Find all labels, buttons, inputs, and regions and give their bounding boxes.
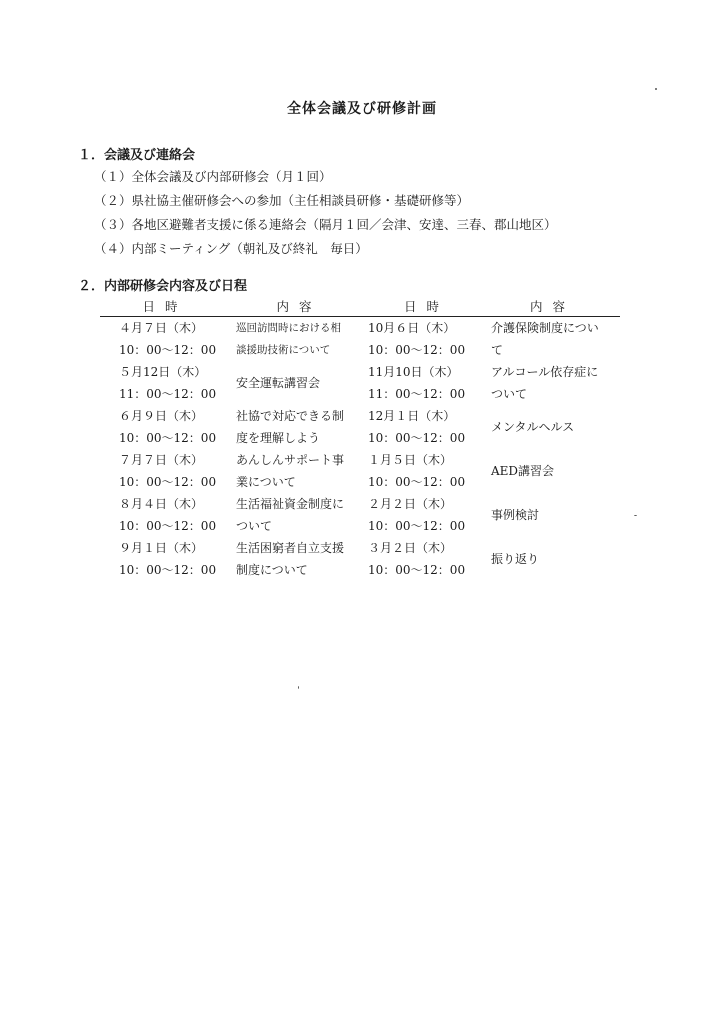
section1-item-list bbox=[94, 165, 557, 261]
content-line: 介護保険制度につい bbox=[491, 321, 599, 335]
datetime-cell bbox=[100, 537, 230, 581]
section2-heading: ２．内部研修会内容及び日程 bbox=[78, 279, 248, 294]
datetime-cell bbox=[368, 317, 485, 362]
datetime-cell bbox=[100, 493, 230, 537]
content-cell bbox=[230, 361, 368, 405]
time: 10：00～12：00 bbox=[119, 475, 217, 489]
date: ７月７日（木） bbox=[119, 453, 204, 467]
section1-item: （３）各地区避難者支援に係る連絡会（隔月１回／会津、安達、三春、郡山地区） bbox=[94, 217, 557, 232]
datetime-cell bbox=[100, 405, 230, 449]
content-line: 業について bbox=[236, 475, 296, 489]
content-cell bbox=[485, 317, 620, 362]
time: 10：00～12：00 bbox=[119, 343, 217, 357]
header-content-2: 内容 bbox=[485, 296, 620, 317]
section1-item: （１）全体会議及び内部研修会（月１回） bbox=[94, 169, 332, 184]
content-line: あんしんサポート事 bbox=[236, 453, 345, 467]
content-cell bbox=[485, 361, 620, 405]
content-line: 生活困窮者自立支援 bbox=[236, 541, 345, 555]
table-row bbox=[100, 449, 620, 493]
date: ３月２日（木） bbox=[368, 541, 453, 555]
content-line: 度を理解しよう bbox=[236, 431, 321, 445]
time: 10：00～12：00 bbox=[368, 519, 466, 533]
scan-speck bbox=[655, 88, 657, 90]
table-row bbox=[100, 537, 620, 581]
content-line: 生活福祉資金制度に bbox=[236, 497, 345, 511]
section1-item: （２）県社協主催研修会への参加（主任相談員研修・基礎研修等） bbox=[94, 193, 470, 208]
content-line: 安全運転講習会 bbox=[236, 376, 321, 390]
datetime-cell bbox=[100, 449, 230, 493]
table-row bbox=[100, 317, 620, 362]
datetime-cell bbox=[368, 493, 485, 537]
table-row bbox=[100, 493, 620, 537]
time: 10：00～12：00 bbox=[368, 343, 466, 357]
content-cell bbox=[230, 493, 368, 537]
date: ９月１日（木） bbox=[119, 541, 204, 555]
date: ２月２日（木） bbox=[368, 497, 453, 511]
time: 10：00～12：00 bbox=[368, 475, 466, 489]
content-cell bbox=[230, 405, 368, 449]
content-cell bbox=[485, 449, 620, 493]
date: ４月７日（木） bbox=[119, 321, 204, 335]
datetime-cell bbox=[368, 537, 485, 581]
date: 10月６日（木） bbox=[368, 321, 456, 335]
schedule-table bbox=[100, 296, 620, 581]
content-line: て bbox=[491, 343, 504, 357]
schedule-header-row bbox=[100, 296, 620, 317]
time: 10：00～12：00 bbox=[368, 431, 466, 445]
date: ８月４日（木） bbox=[119, 497, 204, 511]
content-cell bbox=[485, 537, 620, 581]
table-row bbox=[100, 361, 620, 405]
content-line: 巡回訪問時における相 bbox=[236, 322, 341, 334]
scan-speck bbox=[634, 515, 637, 516]
date: 11月10日（木） bbox=[368, 365, 459, 379]
content-line: 事例検討 bbox=[491, 508, 540, 522]
header-content-1: 内容 bbox=[230, 296, 368, 317]
date: 12月１日（木） bbox=[368, 409, 456, 423]
content-line: ついて bbox=[491, 387, 528, 401]
datetime-cell bbox=[368, 361, 485, 405]
content-cell bbox=[230, 537, 368, 581]
content-cell bbox=[485, 405, 620, 449]
scan-speck bbox=[298, 686, 299, 689]
content-cell bbox=[485, 493, 620, 537]
time: 11：00～12：00 bbox=[368, 387, 466, 401]
content-line: 社協で対応できる制 bbox=[236, 409, 345, 423]
section1-heading: １．会議及び連絡会 bbox=[78, 148, 196, 163]
datetime-cell bbox=[368, 405, 485, 449]
datetime-cell bbox=[100, 317, 230, 362]
table-row bbox=[100, 405, 620, 449]
content-line: アルコール依存症に bbox=[491, 365, 599, 379]
header-datetime-1: 日時 bbox=[100, 296, 230, 317]
content-cell bbox=[230, 449, 368, 493]
time: 10：00～12：00 bbox=[119, 519, 217, 533]
content-line: AED講習会 bbox=[491, 464, 555, 478]
document-title: 全体会議及び研修計画 bbox=[287, 101, 437, 117]
content-line: メンタルヘルス bbox=[491, 420, 575, 434]
time: 10：00～12：00 bbox=[119, 563, 217, 577]
content-line: 談援助技術について bbox=[236, 344, 331, 356]
content-line: 振り返り bbox=[491, 552, 540, 566]
date: １月５日（木） bbox=[368, 453, 453, 467]
date: ６月９日（木） bbox=[119, 409, 204, 423]
content-cell bbox=[230, 317, 368, 362]
datetime-cell bbox=[100, 361, 230, 405]
content-line: ついて bbox=[236, 519, 273, 533]
date: ５月12日（木） bbox=[119, 365, 207, 379]
section1-item: （４）内部ミーティング（朝礼及び終礼 毎日） bbox=[94, 241, 368, 256]
datetime-cell bbox=[368, 449, 485, 493]
time: 10：00～12：00 bbox=[119, 431, 217, 445]
header-datetime-2: 日時 bbox=[368, 296, 485, 317]
time: 10：00～12：00 bbox=[368, 563, 466, 577]
time: 11：00～12：00 bbox=[119, 387, 217, 401]
content-line: 制度について bbox=[236, 563, 308, 577]
